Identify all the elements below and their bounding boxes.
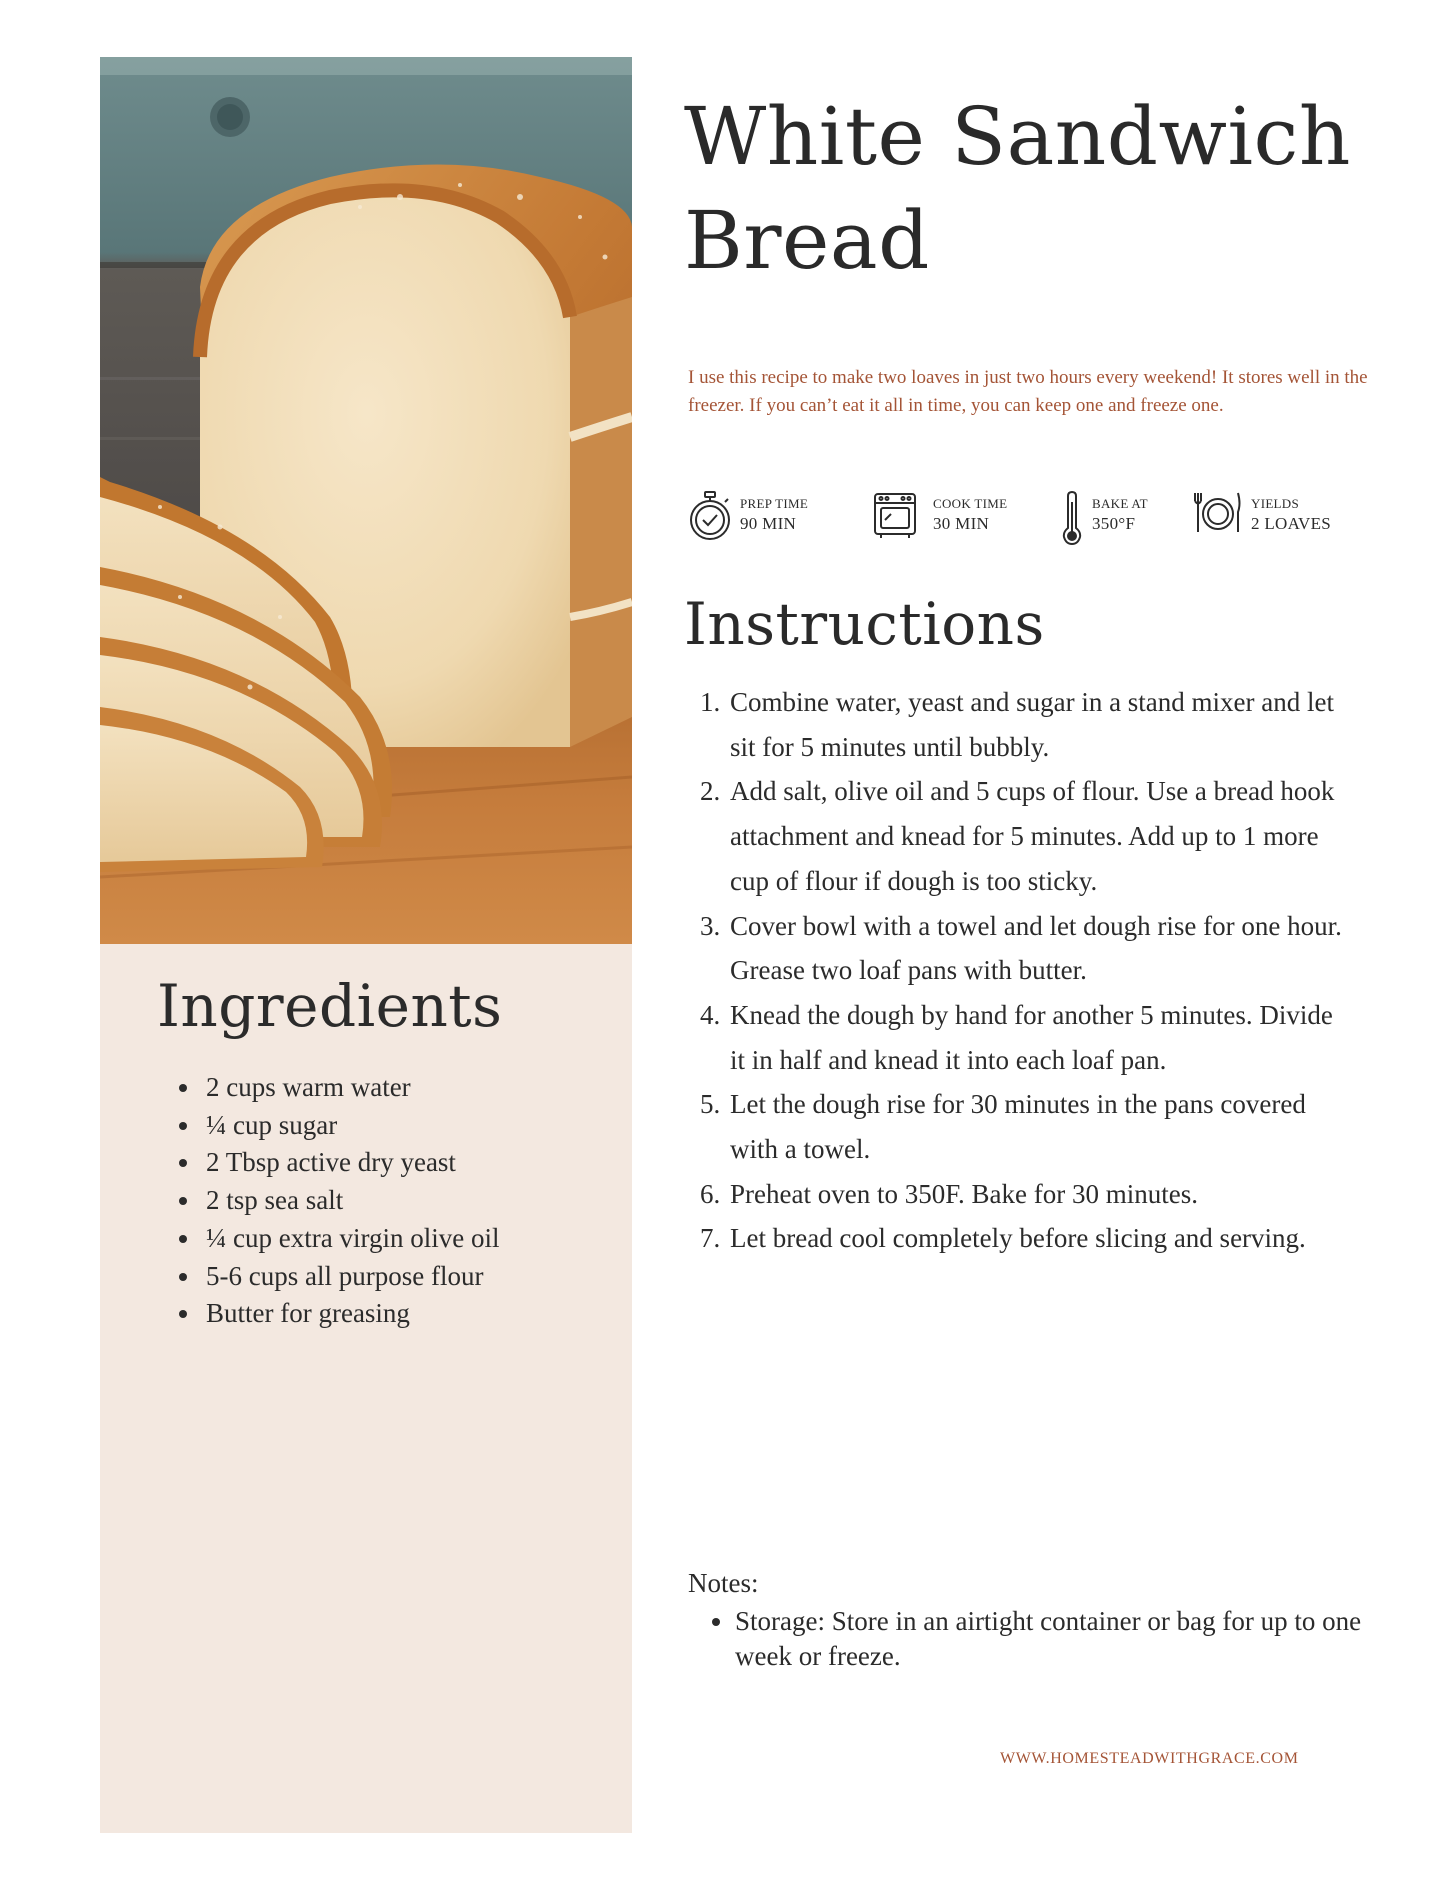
- stopwatch-icon: [688, 490, 732, 546]
- left-panel: [100, 57, 632, 1833]
- notes-label: Notes:: [688, 1568, 759, 1598]
- stat-label: YIELDS: [1251, 496, 1300, 511]
- instruction-step: [700, 993, 1350, 1082]
- ingredient-item: • 2 cups warm water: [202, 1069, 499, 1107]
- instruction-step: [700, 1172, 1350, 1217]
- ingredient-item: • 2 Tbsp active dry yeast: [202, 1144, 499, 1182]
- stat-label: COOK TIME: [933, 496, 1008, 511]
- step-number: 1.: [700, 687, 721, 717]
- thermometer-icon: [1060, 490, 1084, 550]
- ingredient-item: • Butter for greasing: [202, 1295, 499, 1333]
- step-text: Combine water, yeast and sugar in a stand mixer and let sit for 5 minutes until bubbly.: [730, 687, 1334, 762]
- step-number: 3.: [700, 910, 721, 941]
- ingredient-item: • 5-6 cups all purpose flour: [202, 1258, 499, 1296]
- instruction-step: [700, 769, 1350, 903]
- step-number: 7.: [700, 1223, 721, 1254]
- instructions-heading: Instructions: [684, 590, 1045, 658]
- step-text: Cover bowl with a towel and let dough rise for one hour. Grease two loaf pans with butter.: [730, 910, 1342, 986]
- instruction-step: [700, 904, 1350, 993]
- ingredient-item: • 2 tsp sea salt: [202, 1182, 499, 1220]
- stat-label: BAKE AT: [1092, 496, 1148, 511]
- step-number: 4.: [700, 999, 721, 1030]
- instruction-step: [700, 1082, 1350, 1171]
- instructions-list: [700, 680, 1350, 1261]
- stat-value: 30 MIN: [933, 514, 990, 533]
- step-number: 5.: [700, 1089, 721, 1120]
- plate-cutlery-icon: [1193, 490, 1243, 540]
- oven-icon: [873, 490, 919, 544]
- notes-list: [700, 1604, 1385, 1674]
- step-text: Add salt, olive oil and 5 cups of flour. Use a bread hook attachment and knead for 5 minutes. Add up to 1 more cup of flour if dough is too sticky.: [730, 776, 1335, 896]
- instruction-step: [700, 680, 1350, 769]
- stat-value: 2 LOAVES: [1251, 514, 1332, 533]
- website-link[interactable]: WWW.HOMESTEADWITHGRACE.COM: [1000, 1750, 1299, 1767]
- stat-label: PREP TIME: [740, 496, 809, 511]
- instruction-step: [700, 1216, 1350, 1261]
- stat-value: 90 MIN: [740, 514, 797, 533]
- step-number: 6.: [700, 1178, 721, 1209]
- ingredients-list: [166, 1069, 499, 1333]
- bread-illustration: [100, 57, 632, 944]
- step-text: Preheat oven to 350F. Bake for 30 minutes.: [730, 1178, 1199, 1209]
- note-item: • Storage: Store in an airtight container or bag for up to one week or freeze.: [735, 1604, 1385, 1674]
- ingredient-item: • ¼ cup sugar: [202, 1107, 499, 1145]
- step-text: Let bread cool completely before slicing and serving.: [730, 1223, 1306, 1254]
- bread-photo: [100, 57, 632, 944]
- recipe-title: White Sandwich Bread: [684, 90, 1351, 287]
- stat-value: 350°F: [1092, 514, 1136, 533]
- ingredient-item: • ¼ cup extra virgin olive oil: [202, 1220, 499, 1258]
- step-text: Let the dough rise for 30 minutes in the pans covered with a towel.: [730, 1089, 1306, 1165]
- recipe-stats: [688, 488, 1368, 548]
- recipe-intro: I use this recipe to make two loaves in just two hours every weekend! It stores well in the freezer. If you can’t eat it all in time, you can keep one and freeze one.: [688, 367, 1368, 416]
- step-text: Knead the dough by hand for another 5 minutes. Divide it in half and knead it into each loaf pan.: [730, 999, 1333, 1075]
- step-number: 2.: [700, 776, 721, 807]
- ingredients-heading: Ingredients: [157, 972, 503, 1040]
